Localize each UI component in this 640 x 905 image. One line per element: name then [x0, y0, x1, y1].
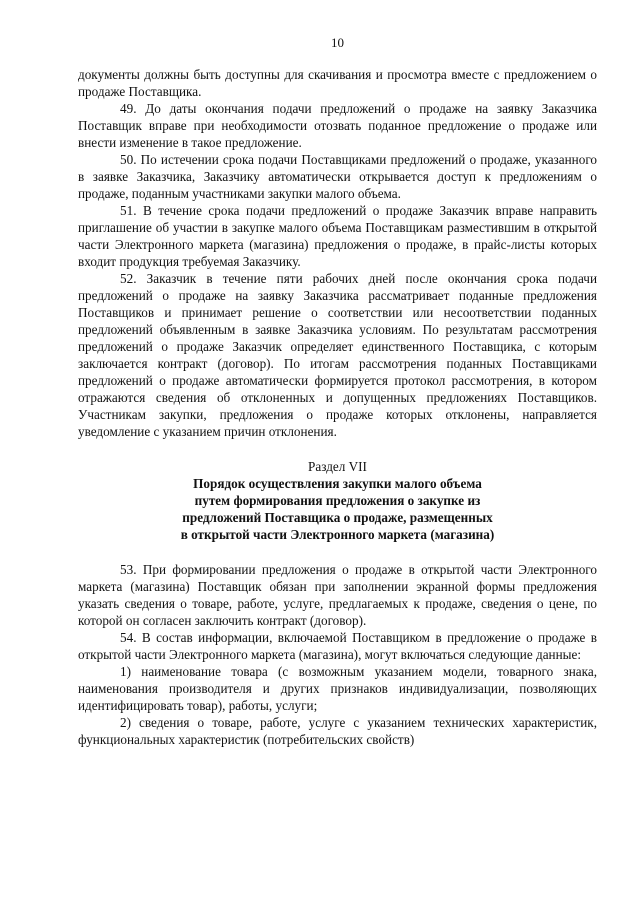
paragraph-54: 54. В состав информации, включаемой Поставщиком в предложение о продаже в открытой части Электронного маркета (магазина), могут включаться следующие данные: — [78, 630, 597, 662]
paragraph-52: 52. Заказчик в течение пяти рабочих дней после окончания срока подачи предложений о продаже на заявку Заказчика рассматривает поданные предложения Поставщиков и принимает решение о соответствии или несоответствии поданных предложений объявленным в заявке Заказчика условиям. По результатам рассмотрения предложений о продаже Заказчик определяет единственного Поставщика, с которым заключается контракт (договор). По итогам рассмотрения поданных Поставщиками предложений о продаже автоматически формируется протокол рассмотрения, в котором отражаются сведения об отклоненных и допущенных предложениях Поставщиков. Участникам закупки, предложения о продаже которых отклонены, направляется уведомление с указанием причин отклонения. — [78, 271, 597, 439]
paragraph-continuation: документы должны быть доступны для скачивания и просмотра вместе с предложением о продаже Поставщика. — [78, 67, 597, 99]
section-title-line: Порядок осуществления закупки малого объема — [193, 476, 482, 491]
paragraph-53: 53. При формировании предложения о продаже в открытой части Электронного маркета (магазина) Поставщик обязан при заполнении экранной формы предложения указать сведения о товаре, работе, услуге, предлагаемых к продаже, сведения о цене, по которой он согласен заключить контракт (договор). — [78, 562, 597, 628]
paragraph-51: 51. В течение срока подачи предложений о продаже Заказчик вправе направить приглашение об участии в закупке малого объема Поставщикам разместившим в открытой части Электронного маркета (магазина) предложения о продаже, в прайс-листы которых входит продукция требуемая Заказчику. — [78, 203, 597, 269]
list-item-1: 1) наименование товара (с возможным указанием модели, товарного знака, наименования производителя и других признаков индивидуализации, позволяющих идентифицировать товар), работы, услуги; — [78, 664, 597, 713]
section-title-line: в открытой части Электронного маркета (магазина) — [180, 527, 495, 542]
section-heading: Раздел VII — [308, 459, 367, 474]
paragraph-50: 50. По истечении срока подачи Поставщиками предложений о продаже, указанного в заявке Заказчика, Заказчику автоматически открывается доступ к предложениям о продаже, поданным участниками закупки малого объема. — [78, 152, 597, 201]
list-item-2: 2) сведения о товаре, работе, услуге с указанием технических характеристик, функциональных характеристик (потребительских свойств) — [78, 715, 597, 747]
section-title-line: путем формирования предложения о закупке из — [194, 493, 481, 508]
paragraph-49: 49. До даты окончания подачи предложений о продаже на заявку Заказчика Поставщик вправе при необходимости отозвать поданное предложение о продаже или внести изменение в такое предложение. — [78, 101, 597, 150]
section-title — [78, 475, 597, 543]
document-page — [78, 34, 597, 748]
section-title-line: предложений Поставщика о продаже, размещенных — [182, 510, 493, 525]
page-number: 10 — [331, 35, 344, 50]
